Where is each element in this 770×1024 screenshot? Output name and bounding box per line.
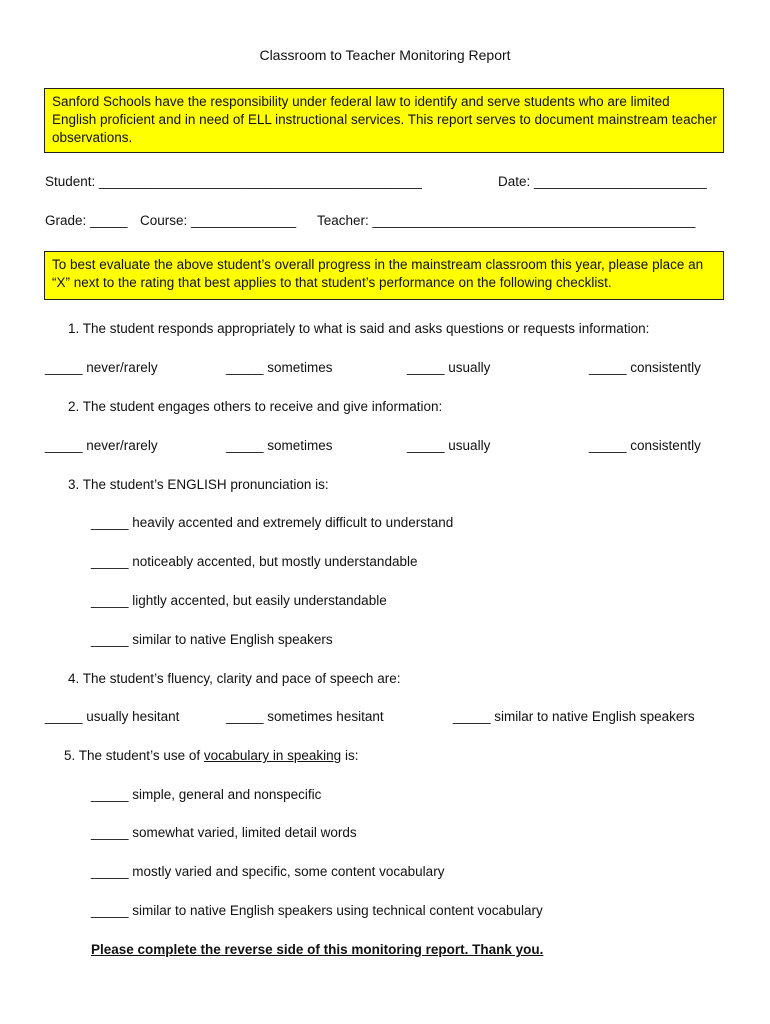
- date-field[interactable]: Date: _______________________: [498, 174, 707, 189]
- q2-option-never[interactable]: _____ never/rarely: [45, 438, 158, 453]
- question-5-underlined: vocabulary in speaking: [203, 748, 342, 763]
- grade-field[interactable]: Grade: _____: [45, 213, 128, 228]
- q5-option-3[interactable]: _____ mostly varied and specific, some content vocabulary: [91, 864, 445, 879]
- instructions-box: To best evaluate the above student’s overall progress in the mainstream classroom this year, please place an “X” next to the rating that best applies to that student’s performance on the following checklist.: [44, 251, 724, 300]
- q3-option-1[interactable]: _____ heavily accented and extremely difficult to understand: [91, 515, 454, 530]
- q5-option-4[interactable]: _____ similar to native English speakers using technical content vocabulary: [91, 903, 543, 918]
- q3-option-2[interactable]: _____ noticeably accented, but mostly understandable: [91, 554, 418, 569]
- q4-option-native[interactable]: _____ similar to native English speakers: [453, 709, 695, 724]
- student-field[interactable]: Student: ___________________________________________: [45, 174, 422, 189]
- q2-option-usually[interactable]: _____ usually: [407, 438, 491, 453]
- question-2: 2. The student engages others to receive and give information:: [68, 399, 443, 414]
- question-5-prefix: 5. The student’s use of: [64, 748, 204, 763]
- q4-option-usually-hesitant[interactable]: _____ usually hesitant: [45, 709, 180, 724]
- q5-option-2[interactable]: _____ somewhat varied, limited detail words: [91, 825, 357, 840]
- page-title: Classroom to Teacher Monitoring Report: [259, 47, 511, 63]
- q1-option-never[interactable]: _____ never/rarely: [45, 360, 158, 375]
- q1-option-usually[interactable]: _____ usually: [407, 360, 491, 375]
- q3-option-3[interactable]: _____ lightly accented, but easily understandable: [91, 593, 387, 608]
- q2-option-consistently[interactable]: _____ consistently: [589, 438, 701, 453]
- question-3: 3. The student’s ENGLISH pronunciation is:: [68, 477, 329, 492]
- q1-option-consistently[interactable]: _____ consistently: [589, 360, 701, 375]
- course-field[interactable]: Course: ______________: [140, 213, 297, 228]
- question-5-suffix: is:: [341, 748, 359, 763]
- q1-option-sometimes[interactable]: _____ sometimes: [226, 360, 333, 375]
- q2-option-sometimes[interactable]: _____ sometimes: [226, 438, 333, 453]
- question-1: 1. The student responds appropriately to what is said and asks questions or requests information:: [68, 321, 650, 336]
- q5-option-1[interactable]: _____ simple, general and nonspecific: [91, 787, 322, 802]
- footer-note: Please complete the reverse side of this monitoring report. Thank you.: [91, 942, 544, 957]
- notice-box: Sanford Schools have the responsibility under federal law to identify and serve students who are limited English proficient and in need of ELL instructional services. This report serves to document mainstream teacher observations.: [44, 88, 724, 153]
- question-4: 4. The student’s fluency, clarity and pace of speech are:: [68, 671, 401, 686]
- q4-option-sometimes-hesitant[interactable]: _____ sometimes hesitant: [226, 709, 384, 724]
- q3-option-4[interactable]: _____ similar to native English speakers: [91, 632, 333, 647]
- teacher-field[interactable]: Teacher: ___________________________________________: [317, 213, 696, 228]
- question-5: [64, 748, 358, 763]
